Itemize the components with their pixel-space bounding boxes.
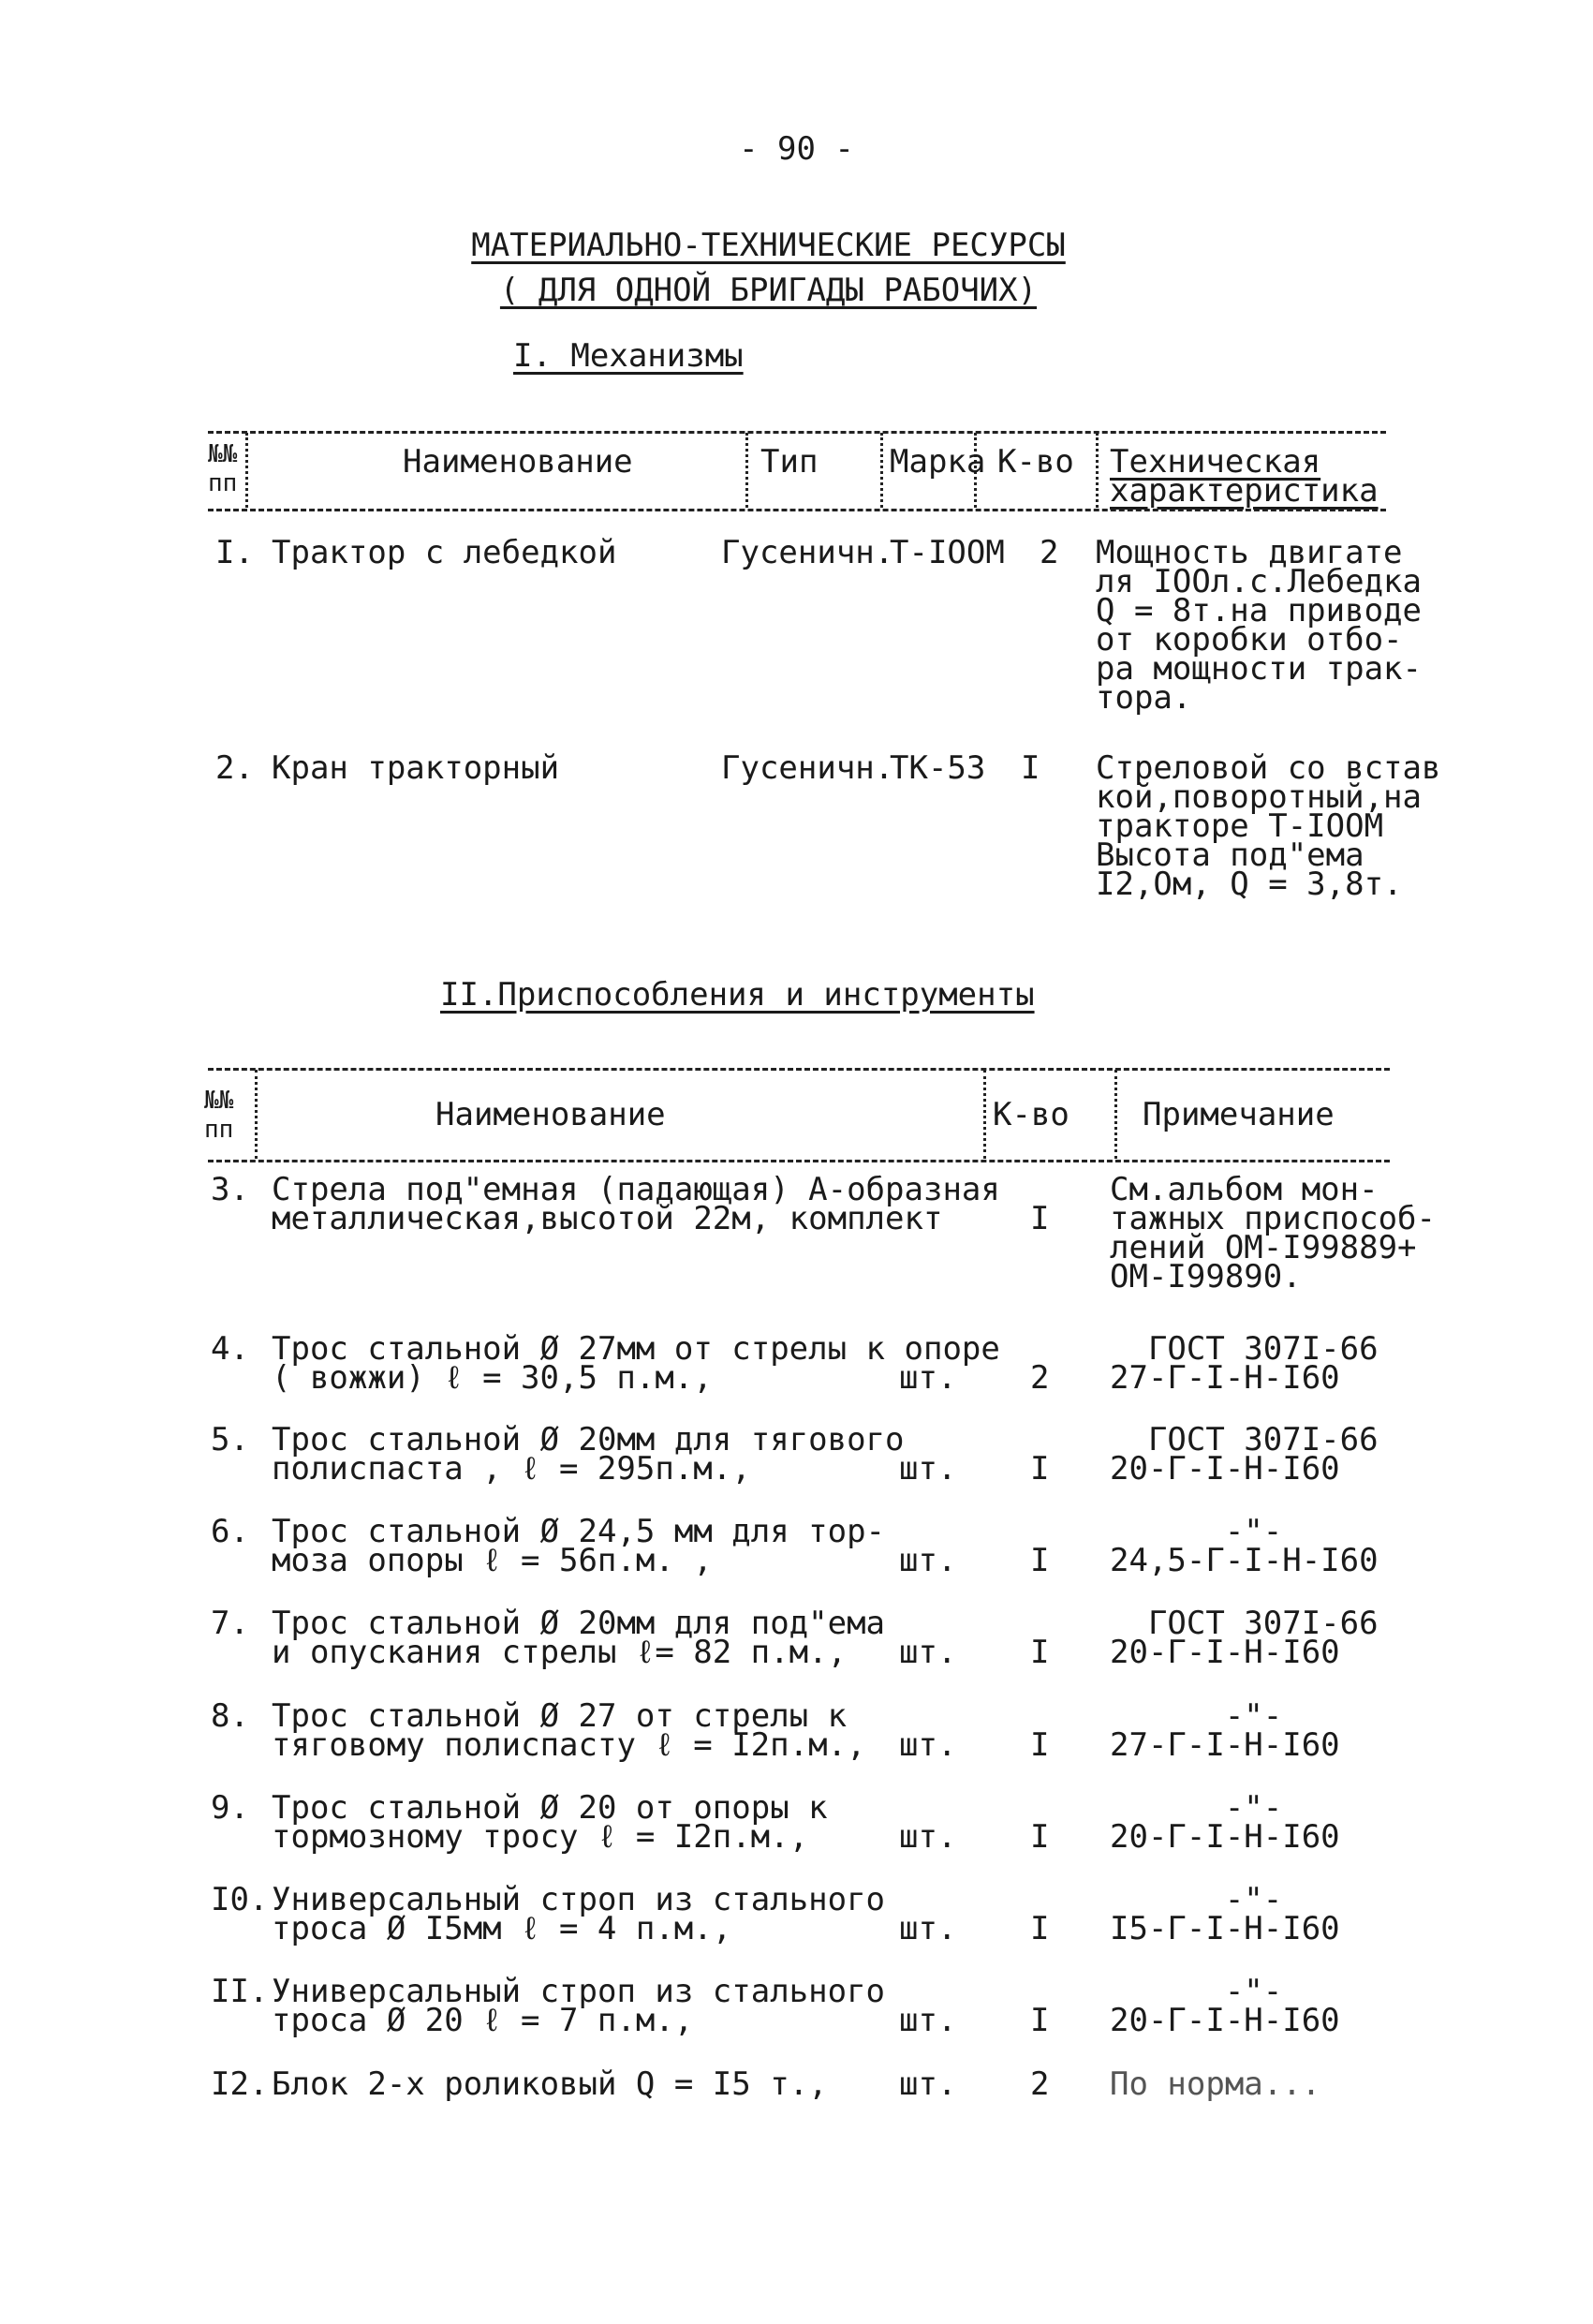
- row-unit: шт.: [899, 1910, 957, 1947]
- row-name: Стрела под"емная (падающая) А-образная металлическая,высотой 22м, комплект: [272, 1171, 1000, 1237]
- row-note: -"- 20-Г-I-Н-I60: [1110, 1789, 1340, 1856]
- row-qty: I: [1030, 1818, 1050, 1856]
- table1-col-sep: [880, 433, 883, 508]
- row-unit: шт.: [899, 2002, 957, 2039]
- row-qty: I: [1030, 1542, 1050, 1579]
- row-qty: I: [1030, 1450, 1050, 1488]
- table1-col-sep: [745, 433, 748, 508]
- row-qty: I: [1021, 749, 1040, 787]
- row-unit: шт.: [899, 1542, 957, 1579]
- row-tech: Стреловой со встав кой,поворотный,на тракторе Т-IOOM Высота под"ема I2,Ом, Q = 3,8т.: [1096, 749, 1441, 903]
- section2-heading: II.Приспособления и инструменты: [440, 976, 1035, 1014]
- row-number: 9.: [211, 1789, 249, 1827]
- table1-header-num: №№ пп: [208, 440, 238, 497]
- row-qty: I: [1030, 1634, 1050, 1671]
- row-qty: I: [1030, 1910, 1050, 1947]
- row-number: I.: [215, 534, 254, 571]
- table2-header-note: Примечание: [1143, 1096, 1335, 1133]
- row-note: ГОСТ 307I-66 20-Г-I-Н-I60: [1110, 1605, 1379, 1671]
- row-number: 4.: [211, 1330, 249, 1368]
- row-number: I2.: [211, 2065, 269, 2103]
- table2-header-num: №№ пп: [204, 1087, 234, 1144]
- row-qty: I: [1030, 1200, 1050, 1237]
- table1-header-name: Наименование: [403, 443, 633, 481]
- page-number: - 90 -: [739, 130, 854, 168]
- row-name: Трактор с лебедкой: [272, 534, 617, 571]
- row-number: 6.: [211, 1513, 249, 1550]
- row-unit: шт.: [899, 1726, 957, 1764]
- row-note: -"- I5-Г-I-Н-I60: [1110, 1881, 1340, 1947]
- table1-top-rule: [208, 431, 1386, 434]
- document-subtitle: ( ДЛЯ ОДНОЙ БРИГАДЫ РАБОЧИХ): [499, 272, 1038, 309]
- row-qty: I: [1030, 2002, 1050, 2039]
- document-title: МАТЕРИАЛЬНО-ТЕХНИЧЕСКИЕ РЕСУРСЫ: [471, 227, 1066, 264]
- row-note: По норма...: [1110, 2065, 1321, 2103]
- row-name: Кран тракторный: [272, 749, 560, 787]
- row-name: Блок 2-х роликовый Q = I5 т.,: [272, 2065, 828, 2103]
- row-name: Трос стальной Ø 20мм для тягового полиспаста , ℓ = 295п.м.,: [272, 1421, 905, 1488]
- row-note: ГОСТ 307I-66 27-Г-I-Н-I60: [1110, 1330, 1379, 1397]
- row-name: Универсальный строп из стального троса Ø I5мм ℓ = 4 п.м.,: [272, 1881, 886, 1947]
- row-number: 2.: [215, 749, 254, 787]
- row-number: 8.: [211, 1697, 249, 1735]
- row-unit: шт.: [899, 1634, 957, 1671]
- row-number: 5.: [211, 1421, 249, 1458]
- table2-header-qty: К-во: [993, 1096, 1069, 1133]
- row-number: 3.: [211, 1171, 249, 1208]
- row-number: II.: [211, 1973, 269, 2010]
- table2-header-rule: [208, 1160, 1390, 1162]
- row-tech: Мощность двигате ля IOOл.с.Лебедка Q = 8т.на приводе от коробки отбо- ра мощности трак- тора.: [1096, 534, 1422, 717]
- row-note: -"- 20-Г-I-Н-I60: [1110, 1973, 1340, 2039]
- table2-col-sep: [983, 1070, 986, 1159]
- row-unit: шт.: [899, 1818, 957, 1856]
- row-qty: 2: [1030, 1359, 1050, 1397]
- row-mark: ТК-53: [890, 749, 986, 787]
- row-unit: шт.: [899, 2065, 957, 2103]
- table2-top-rule: [208, 1068, 1390, 1071]
- table2-col-sep: [1114, 1070, 1117, 1159]
- table2-header-name: Наименование: [435, 1096, 666, 1133]
- row-name: Универсальный строп из стального троса Ø 20 ℓ = 7 п.м.,: [272, 1973, 886, 2039]
- row-name: Трос стальной Ø 27 от стрелы к тяговому полиспасту ℓ = I2п.м.,: [272, 1697, 866, 1764]
- table2-col-sep: [255, 1070, 258, 1159]
- row-note: ГОСТ 307I-66 20-Г-I-Н-I60: [1110, 1421, 1379, 1488]
- table1-header-qty: К-во: [997, 443, 1074, 481]
- section1-heading: I. Механизмы: [513, 337, 744, 375]
- row-name: Трос стальной Ø 27мм от стрелы к опоре ( вожжи) ℓ = 30,5 п.м.,: [272, 1330, 1000, 1397]
- row-qty: I: [1030, 1726, 1050, 1764]
- row-note: -"- 27-Г-I-Н-I60: [1110, 1697, 1340, 1764]
- row-mark: Т-IOOM: [890, 534, 1005, 571]
- table1-col-sep: [245, 433, 248, 508]
- row-qty: 2: [1040, 534, 1059, 571]
- row-number: I0.: [211, 1881, 269, 1918]
- row-type: Гусеничн.: [721, 534, 894, 571]
- row-name: Трос стальной Ø 20мм для под"ема и опускания стрелы ℓ= 82 п.м.,: [272, 1605, 886, 1671]
- row-unit: шт.: [899, 1450, 957, 1488]
- row-note: См.альбом мон- тажных приспособ- лений ОМ-I99889+ ОМ-I99890.: [1110, 1171, 1436, 1295]
- row-number: 7.: [211, 1605, 249, 1642]
- row-type: Гусеничн.: [721, 749, 894, 787]
- row-qty: 2: [1030, 2065, 1050, 2103]
- table1-col-sep: [1096, 433, 1099, 508]
- table1-header-mark: Марка: [890, 443, 986, 481]
- row-name: Трос стальной Ø 20 от опоры к тормозному тросу ℓ = I2п.м.,: [272, 1789, 828, 1856]
- row-name: Трос стальной Ø 24,5 мм для тор- моза опоры ℓ = 56п.м. ,: [272, 1513, 886, 1579]
- table1-header-tech: Техническая характеристика: [1110, 443, 1379, 510]
- row-unit: шт.: [899, 1359, 957, 1397]
- table1-header-type: Тип: [760, 443, 819, 481]
- row-note: -"- 24,5-Г-I-Н-I60: [1110, 1513, 1379, 1579]
